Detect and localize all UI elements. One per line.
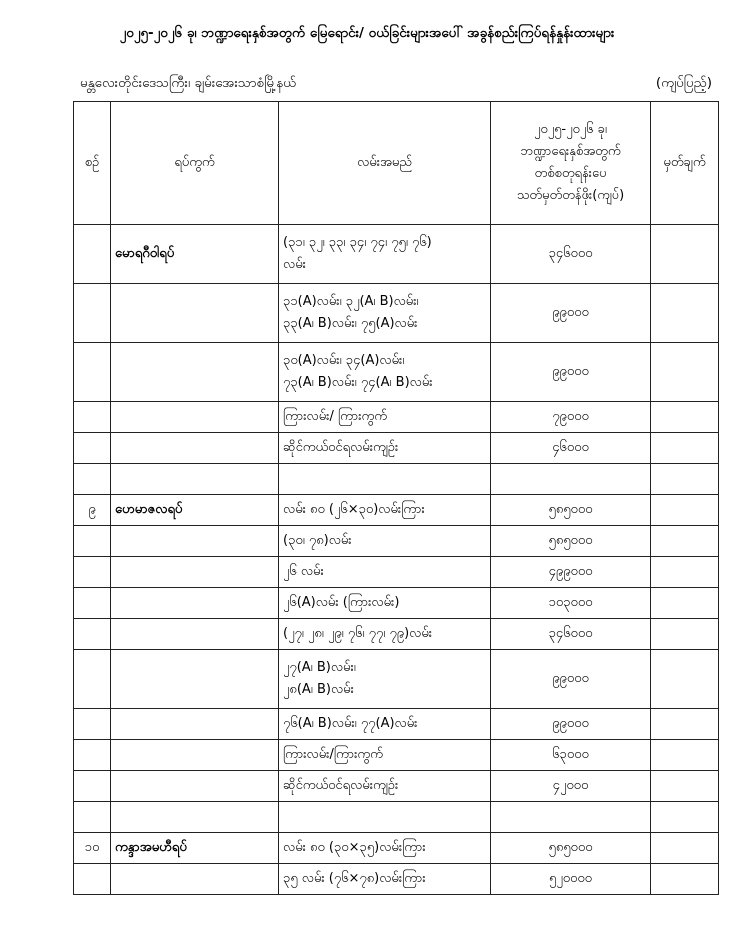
table-row [74, 402, 719, 433]
row-ward [111, 526, 279, 557]
row-price: ၃၄၆၀၀၀ [491, 225, 651, 284]
row-no: ၉ [74, 495, 111, 526]
row-remark [651, 557, 719, 588]
table-row [74, 284, 719, 343]
row-street [279, 225, 491, 284]
row-no [74, 740, 111, 771]
row-ward [111, 802, 279, 833]
row-street-line2: ၂၈(A၊ B)လမ်း [283, 682, 354, 697]
row-ward [111, 464, 279, 495]
row-ward [111, 402, 279, 433]
row-price: ၉၉၀၀၀ [491, 709, 651, 740]
currency-unit-label: (ကျပ်ပြည့်) [655, 75, 712, 91]
row-no [74, 526, 111, 557]
row-street-line1: ၂၇(A၊ B)လမ်း၊ [283, 660, 356, 675]
row-ward [111, 284, 279, 343]
row-street: ၂၆ လမ်း [279, 557, 491, 588]
row-ward [111, 650, 279, 709]
row-remark [651, 802, 719, 833]
row-remark [651, 833, 719, 864]
row-price: ၅၈၅၀၀၀ [491, 495, 651, 526]
row-price: ၄၆၀၀၀ [491, 433, 651, 464]
row-price: ၆၃၀၀၀ [491, 740, 651, 771]
table-row [74, 833, 719, 864]
row-street [279, 343, 491, 402]
row-street: ကြားလမ်း/ကြားကွက် [279, 740, 491, 771]
row-remark [651, 864, 719, 895]
row-ward [111, 709, 279, 740]
table-row [74, 588, 719, 619]
table-header-row [74, 102, 719, 225]
row-street: (၂၇၊ ၂၈၊ ၂၉၊ ၇၆၊ ၇၇၊ ၇၉)လမ်း [279, 619, 491, 650]
header-no: စဉ် [74, 102, 111, 225]
row-street [279, 284, 491, 343]
header-price-line2: ဘဏ္ဍာရေးနှစ်အတွက် [520, 144, 621, 159]
row-price [491, 464, 651, 495]
header-price-line3: တစ်စတုရန်းပေ [534, 166, 607, 181]
row-price: ၅၈၅၀၀၀ [491, 526, 651, 557]
table-row [74, 343, 719, 402]
row-remark [651, 740, 719, 771]
row-no [74, 864, 111, 895]
row-remark [651, 771, 719, 802]
row-no [74, 343, 111, 402]
row-street [279, 464, 491, 495]
row-remark [651, 402, 719, 433]
table-row [74, 709, 719, 740]
header-price-line1: ၂၀၂၅-၂၀၂၆ ခု၊ [534, 122, 607, 137]
row-no [74, 402, 111, 433]
row-remark [651, 433, 719, 464]
row-no [74, 802, 111, 833]
row-price: ၇၉၀၀၀ [491, 402, 651, 433]
row-remark [651, 588, 719, 619]
table-row [74, 495, 719, 526]
row-street [279, 802, 491, 833]
row-street [279, 650, 491, 709]
row-no [74, 709, 111, 740]
row-street: ၇၆(A၊ B)လမ်း၊ ၇၇(A)လမ်း [279, 709, 491, 740]
row-street-line2: ၇၃(A၊ B)လမ်း၊ ၇၄(A၊ B)လမ်း [283, 375, 433, 390]
table-row [74, 864, 719, 895]
row-no [74, 433, 111, 464]
table-row [74, 740, 719, 771]
row-street-line1: ၃၁(A)လမ်း၊ ၃၂(A၊ B)လမ်း၊ [283, 294, 419, 309]
table-row [74, 650, 719, 709]
row-remark [651, 709, 719, 740]
row-street: ၂၆(A)လမ်း (ကြားလမ်း) [279, 588, 491, 619]
row-ward [111, 619, 279, 650]
row-no [74, 557, 111, 588]
region-township-label: မန္တလေးတိုင်းဒေသကြီး၊ ချမ်းအေးသာစံမြို့နယ် [80, 75, 297, 91]
table-row-spacer [74, 464, 719, 495]
header-ward: ရပ်ကွက် [111, 102, 279, 225]
row-no [74, 588, 111, 619]
row-street: ဆိုင်ကယ်ဝင်ရလမ်းကျဉ်း [279, 433, 491, 464]
row-street: လမ်း ၈၀ (၃၀×၃၅)လမ်းကြား [279, 833, 491, 864]
table-row [74, 619, 719, 650]
table-row [74, 526, 719, 557]
row-price: ၃၄၆၀၀၀ [491, 619, 651, 650]
row-street: (၃၀၊ ၇၈)လမ်း [279, 526, 491, 557]
row-remark [651, 343, 719, 402]
header-street: လမ်းအမည် [279, 102, 491, 225]
row-price: ၉၉၀၀၀ [491, 284, 651, 343]
row-no [74, 771, 111, 802]
row-remark [651, 225, 719, 284]
row-ward [111, 771, 279, 802]
row-street-line1: ၃၀(A)လမ်း၊ ၃၄(A)လမ်း၊ [283, 353, 405, 368]
row-street-line2: ၃၃(A၊ B)လမ်း၊ ၇၅(A)လမ်း [283, 316, 418, 331]
land-tax-rate-table [73, 101, 719, 895]
header-price [491, 102, 651, 225]
row-remark [651, 650, 719, 709]
row-price: ၉၉၀၀၀ [491, 343, 651, 402]
row-ward [111, 864, 279, 895]
row-ward [111, 557, 279, 588]
row-no [74, 225, 111, 284]
row-street: ကြားလမ်း/ ကြားကွက် [279, 402, 491, 433]
table-row [74, 433, 719, 464]
row-remark [651, 464, 719, 495]
row-no [74, 650, 111, 709]
row-street: ၃၅ လမ်း (၇၆×၇၈)လမ်းကြား [279, 864, 491, 895]
row-no [74, 619, 111, 650]
row-ward [111, 588, 279, 619]
row-price: ၉၉၀၀၀ [491, 650, 651, 709]
row-ward: ကန္ဒာအမဟီရပ် [111, 833, 279, 864]
row-ward [111, 433, 279, 464]
row-no: ၁၀ [74, 833, 111, 864]
row-no [74, 284, 111, 343]
row-remark [651, 284, 719, 343]
row-price: ၄၉၉၀၀၀ [491, 557, 651, 588]
row-price [491, 802, 651, 833]
row-price: ၅၂၀၀၀၀ [491, 864, 651, 895]
row-no [74, 464, 111, 495]
header-price-line4: သတ်မှတ်တန်ဖိုး(ကျပ်) [516, 188, 625, 203]
row-ward [111, 740, 279, 771]
row-remark [651, 526, 719, 557]
row-price: ၅၈၅၀၀၀ [491, 833, 651, 864]
row-ward: မောရဂီဝါရပ် [111, 225, 279, 284]
table-row [74, 557, 719, 588]
row-price: ၄၂၀၀၀ [491, 771, 651, 802]
table-row [74, 225, 719, 284]
row-street: လမ်း ၈၀ (၂၆×၃၀)လမ်းကြား [279, 495, 491, 526]
table-row-spacer [74, 802, 719, 833]
row-remark [651, 495, 719, 526]
header-remarks: မှတ်ချက် [651, 102, 719, 225]
table-row [74, 771, 719, 802]
row-ward [111, 343, 279, 402]
row-street-line2: လမ်း [283, 257, 306, 272]
row-price: ၁၀၃၀၀၀ [491, 588, 651, 619]
row-street-line1: (၃၁၊ ၃၂၊ ၃၃၊ ၃၄၊ ၇၄၊ ၇၅၊ ၇၆) [283, 235, 432, 250]
row-street: ဆိုင်ကယ်ဝင်ရလမ်းကျဉ်း [279, 771, 491, 802]
document-title: ၂၀၂၅-၂၀၂၆ ခု၊ ဘဏ္ဍာရေးနှစ်အတွက် မြေရောင်း/ ဝယ်ခြင်းများအပေါ် အခွန်စည်းကြပ်ရန်နှုန်းထားများ [119, 25, 615, 41]
row-remark [651, 619, 719, 650]
row-ward: ဟေမာဇလရပ် [111, 495, 279, 526]
